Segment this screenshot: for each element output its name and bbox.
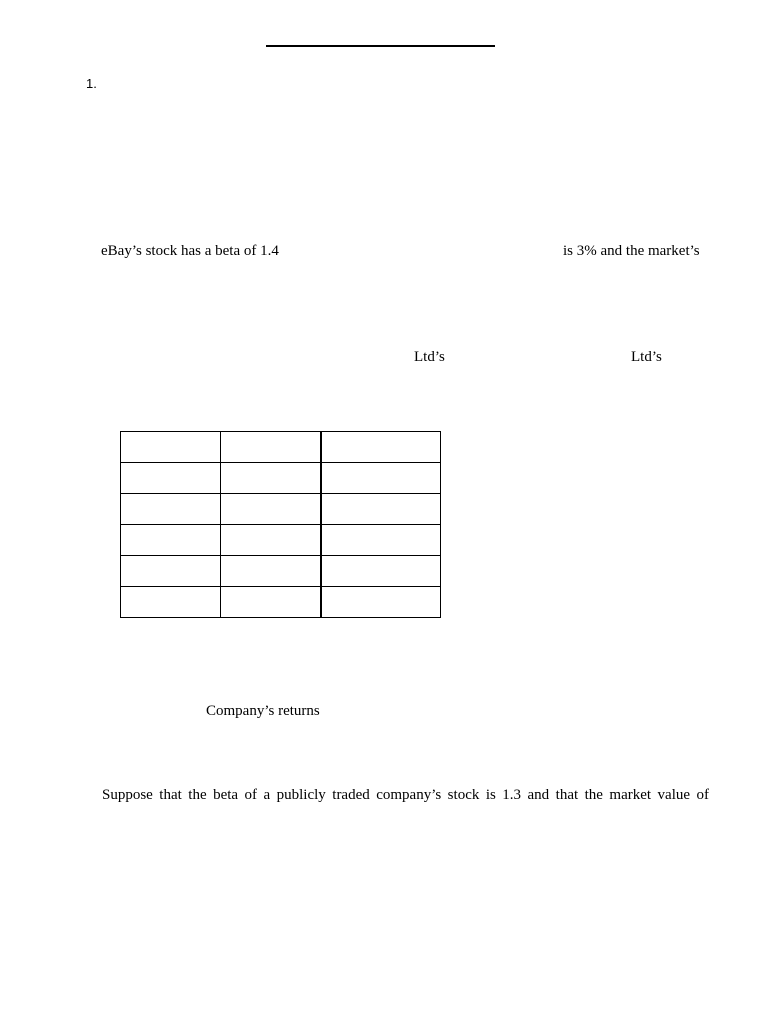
table-cell [121,463,221,494]
table-cell [221,463,322,494]
table-cell [221,494,322,525]
table-cell [221,587,322,618]
table-cell [221,556,322,587]
returns-table [120,431,441,618]
table-cell [321,525,441,556]
company-returns-caption: Company’s returns [206,703,320,719]
table-row [121,587,441,618]
table-cell [121,432,221,463]
table-cell [321,494,441,525]
table-row [121,556,441,587]
market-return-text: is 3% and the market’s [563,243,700,259]
table-cell [121,525,221,556]
table-cell [221,525,322,556]
table-cell [321,463,441,494]
table-row [121,432,441,463]
title-underline [266,45,495,47]
table-cell [121,556,221,587]
table-cell [121,587,221,618]
question-number: 1. [86,76,97,91]
beta-question-text: Suppose that the beta of a publicly traded company’s stock is 1.3 and that the market value of [102,787,709,803]
table-cell [121,494,221,525]
table-row [121,494,441,525]
table-cell [221,432,322,463]
ebay-beta-text: eBay’s stock has a beta of 1.4 [101,243,279,259]
table-cell [321,587,441,618]
ltd-label-1: Ltd’s [414,349,445,365]
ltd-label-2: Ltd’s [631,349,662,365]
table-cell [321,556,441,587]
table-cell [321,432,441,463]
table-row [121,463,441,494]
table-row [121,525,441,556]
